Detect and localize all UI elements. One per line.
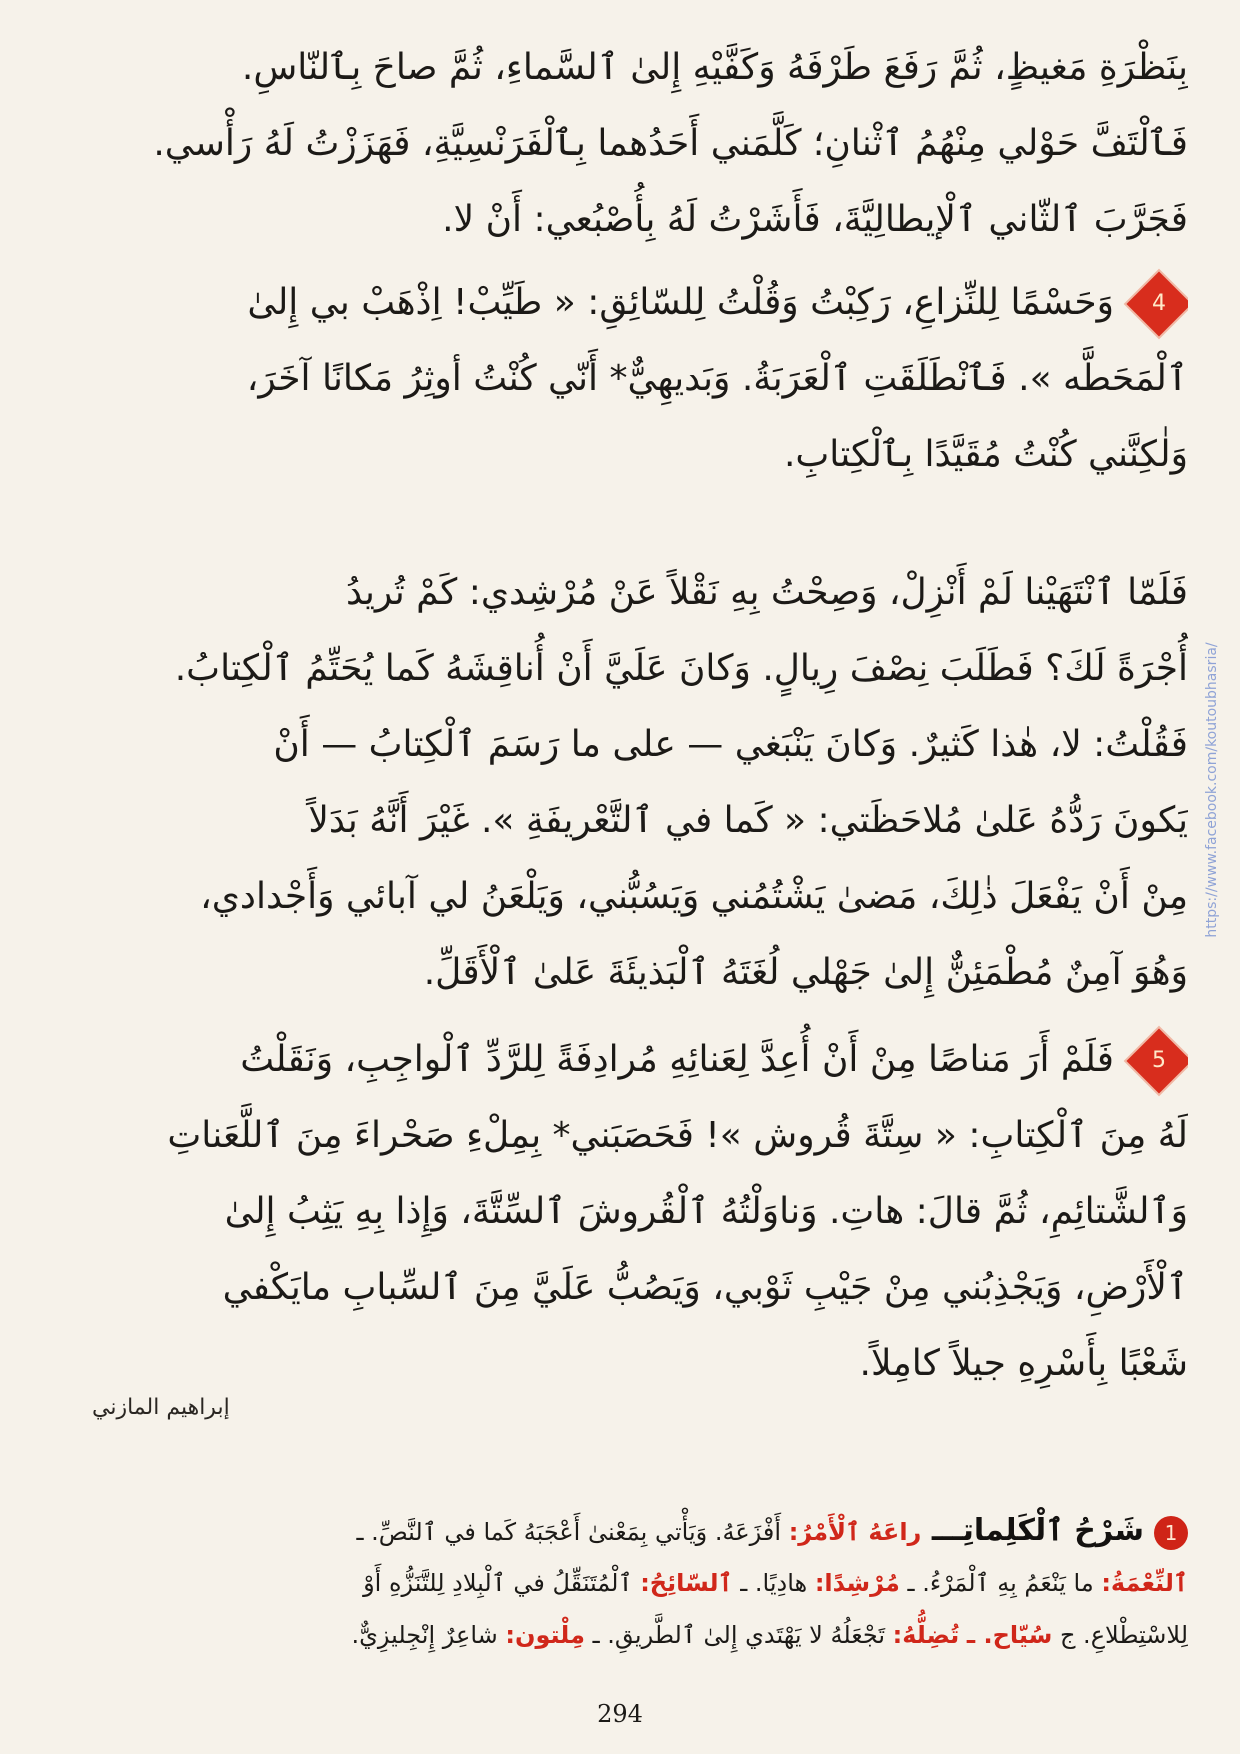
glossary-definition: أَفْزَعَهُ. وَيَأْتي بِمَعْنىٰ أَعْجَبَهُ كَما في ٱلنَّصِّ. ـ [356, 1518, 782, 1546]
glossary-definition: ما يَنْعَمُ بِهِ ٱلْمَرْءُ. ـ [907, 1569, 1094, 1597]
glossary-definition: تَجْعَلُهُ لا يَهْتَدي إِلىٰ ٱلطَّريقِ. ـ [592, 1621, 886, 1649]
glossary-term: ٱلسّائِحُ: [640, 1569, 733, 1597]
glossary-definition: شاعِرٌ إِنْجِليزِيٌّ. [351, 1621, 498, 1649]
text-line: شَعْبًا بِأَسْرِهِ جيلاً كامِلاً. [859, 1343, 1188, 1384]
text-line: لَهُ مِنَ ٱلْكِتابِ: « سِتَّةَ قُروش »! فَحَصَبَني* بِمِلْءِ صَحْراءَ مِنَ ٱللَّعَناتِ [167, 1115, 1188, 1156]
paragraph-5 [28, 1022, 1188, 1402]
text-line [28, 1022, 1188, 1098]
text-line: مِنْ أَنْ يَفْعَلَ ذٰلِكَ، مَضىٰ يَشْتُمُني وَيَسُبُّني، وَيَلْعَنُ لي آبائي وَأَجْدادي، [200, 876, 1188, 917]
text-line-content: فَلَمْ أَرَ مَناصًا مِنْ أَنْ أُعِدَّ لِعَنائِهِ مُرادِفَةً لِلرَّدِّ ٱلْواجِبِ، وَنَقَلْتُ [240, 1039, 1114, 1080]
glossary-term: مِلْتون: [505, 1621, 585, 1649]
glossary-term: تُضِلُّهُ: [892, 1621, 960, 1649]
author-signature: إبراهيم المازني [92, 1395, 230, 1420]
glossary-definition: لِلاسْتِطْلاعِ. ج [1059, 1621, 1188, 1649]
text-line: ٱلْمَحَطَّه ». فَٱنْطَلَقَتِ ٱلْعَرَبَةُ. وَبَديهِيٌّ* أَنّي كُنْتُ أوثِرُ مَكانًا آخَرَ، [246, 358, 1188, 399]
text-line: وَلٰكِنَّني كُنْتُ مُقَيَّدًا بِٱلْكِتابِ. [783, 434, 1188, 475]
text-line: فَقُلْتُ: لا، هٰذا كَثيرٌ. وَكانَ يَنْبَغي — على ما رَسَمَ ٱلْكِتابُ — أَنْ [273, 724, 1188, 765]
text-line: فَٱلْتَفَّ حَوْلي مِنْهُمُ ٱثْنانِ؛ كَلَّمَني أَحَدُهما بِٱلْفَرَنْسِيَّةِ، فَهَزَزْتُ لَهُ رَأْسي. [153, 123, 1188, 164]
text-line: فَجَرَّبَ ٱلثّاني ٱلْإيطالِيَّةَ، فَأَشَرْتُ لَهُ بِأُصْبُعي: أَنْ لا. [442, 199, 1188, 240]
text-line-content: وَحَسْمًا لِلنِّزاعِ، رَكِبْتُ وَقُلْتُ لِلسّائِقِ: « طَيِّبْ! اِذْهَبْ بي إِلىٰ [247, 282, 1114, 323]
text-line: ٱلْأَرْضِ، وَيَجْذِبُني مِنْ جَيْبِ ثَوْبي، وَيَصُبُّ عَلَيَّ مِنَ ٱلسِّبابِ مايَكْفي [222, 1267, 1188, 1308]
glossary-line [28, 1609, 1188, 1661]
text-line [28, 265, 1188, 341]
paragraph-number-badge [1126, 271, 1188, 336]
paragraph-middle [28, 555, 1188, 1011]
text-line: وَٱلشَّتائِمِ، ثُمَّ قالَ: هاتِ. وَناوَلْتُهُ ٱلْقُروشَ ٱلسِّتَّةَ، وَإِذا بِهِ يَثِبُ إِلىٰ [224, 1191, 1188, 1232]
glossary-number-badge: 1 [1154, 1516, 1188, 1550]
text-line: فَلَمّا ٱنْتَهَيْنا لَمْ أَنْزِلْ، وَصِحْتُ بِهِ نَقْلاً عَنْ مُرْشِدي: كَمْ تُريدُ [345, 572, 1188, 613]
paragraph-4 [28, 265, 1188, 493]
paragraph-continuation [28, 30, 1188, 258]
glossary-definition: هادِيًا. ـ [740, 1569, 808, 1597]
text-line: بِنَظْرَةِ مَغيظٍ، ثُمَّ رَفَعَ طَرْفَهُ وَكَفَّيْهِ إِلىٰ ٱلسَّماءِ، ثُمَّ صاحَ بِٱلنّاسِ. [241, 47, 1188, 88]
glossary-term: سُيّاح. ـ [966, 1621, 1053, 1649]
glossary-term: ٱلنِّعْمَةُ: [1101, 1569, 1188, 1597]
page-number: 294 [597, 1700, 643, 1728]
text-line: وَهُوَ آمِنٌ مُطْمَئِنٌّ إِلىٰ جَهْلي لُغَتَهُ ٱلْبَذيئَةَ عَلىٰ ٱلْأَقَلِّ. [423, 952, 1188, 993]
paragraph-number-badge [1126, 1028, 1188, 1093]
glossary-line [28, 1557, 1188, 1609]
glossary-heading: شَرْحُ ٱلْكَلِماتِ [962, 1513, 1144, 1548]
glossary-term: راعَهُ ٱلْأَمْرُ: [788, 1518, 922, 1546]
glossary-section [28, 1505, 1188, 1661]
text-line: أُجْرَةً لَكَ؟ فَطَلَبَ نِصْفَ رِيالٍ. وَكانَ عَلَيَّ أَنْ أُناقِشَهُ كَما يُحَتِّمُ ٱلْكِتابُ. [174, 648, 1188, 689]
paragraph-number: 4 [1152, 291, 1166, 316]
text-line: يَكونَ رَدُّهُ عَلىٰ مُلاحَظَتي: « كَما في ٱلتَّعْريفَةِ ». غَيْرَ أَنَّهُ بَدَلاً [308, 800, 1188, 841]
glossary-definition: ٱلْمُتَنَقِّلُ في ٱلْبِلادِ لِلتَّنَزُّهِ أَوْ [363, 1569, 633, 1597]
glossary-term: مُرْشِدًا: [814, 1569, 900, 1597]
paragraph-number: 5 [1152, 1048, 1166, 1073]
watermark-url: https://www.facebook.com/koutoubhasria/ [1204, 642, 1220, 938]
glossary-line: 1شَرْحُ ٱلْكَلِماتِـــ راعَهُ ٱلْأَمْرُ: أَفْزَعَهُ. وَيَأْتي بِمَعْنىٰ أَعْجَبَهُ كَما في ٱلنَّصِّ. ـ [28, 1505, 1188, 1557]
